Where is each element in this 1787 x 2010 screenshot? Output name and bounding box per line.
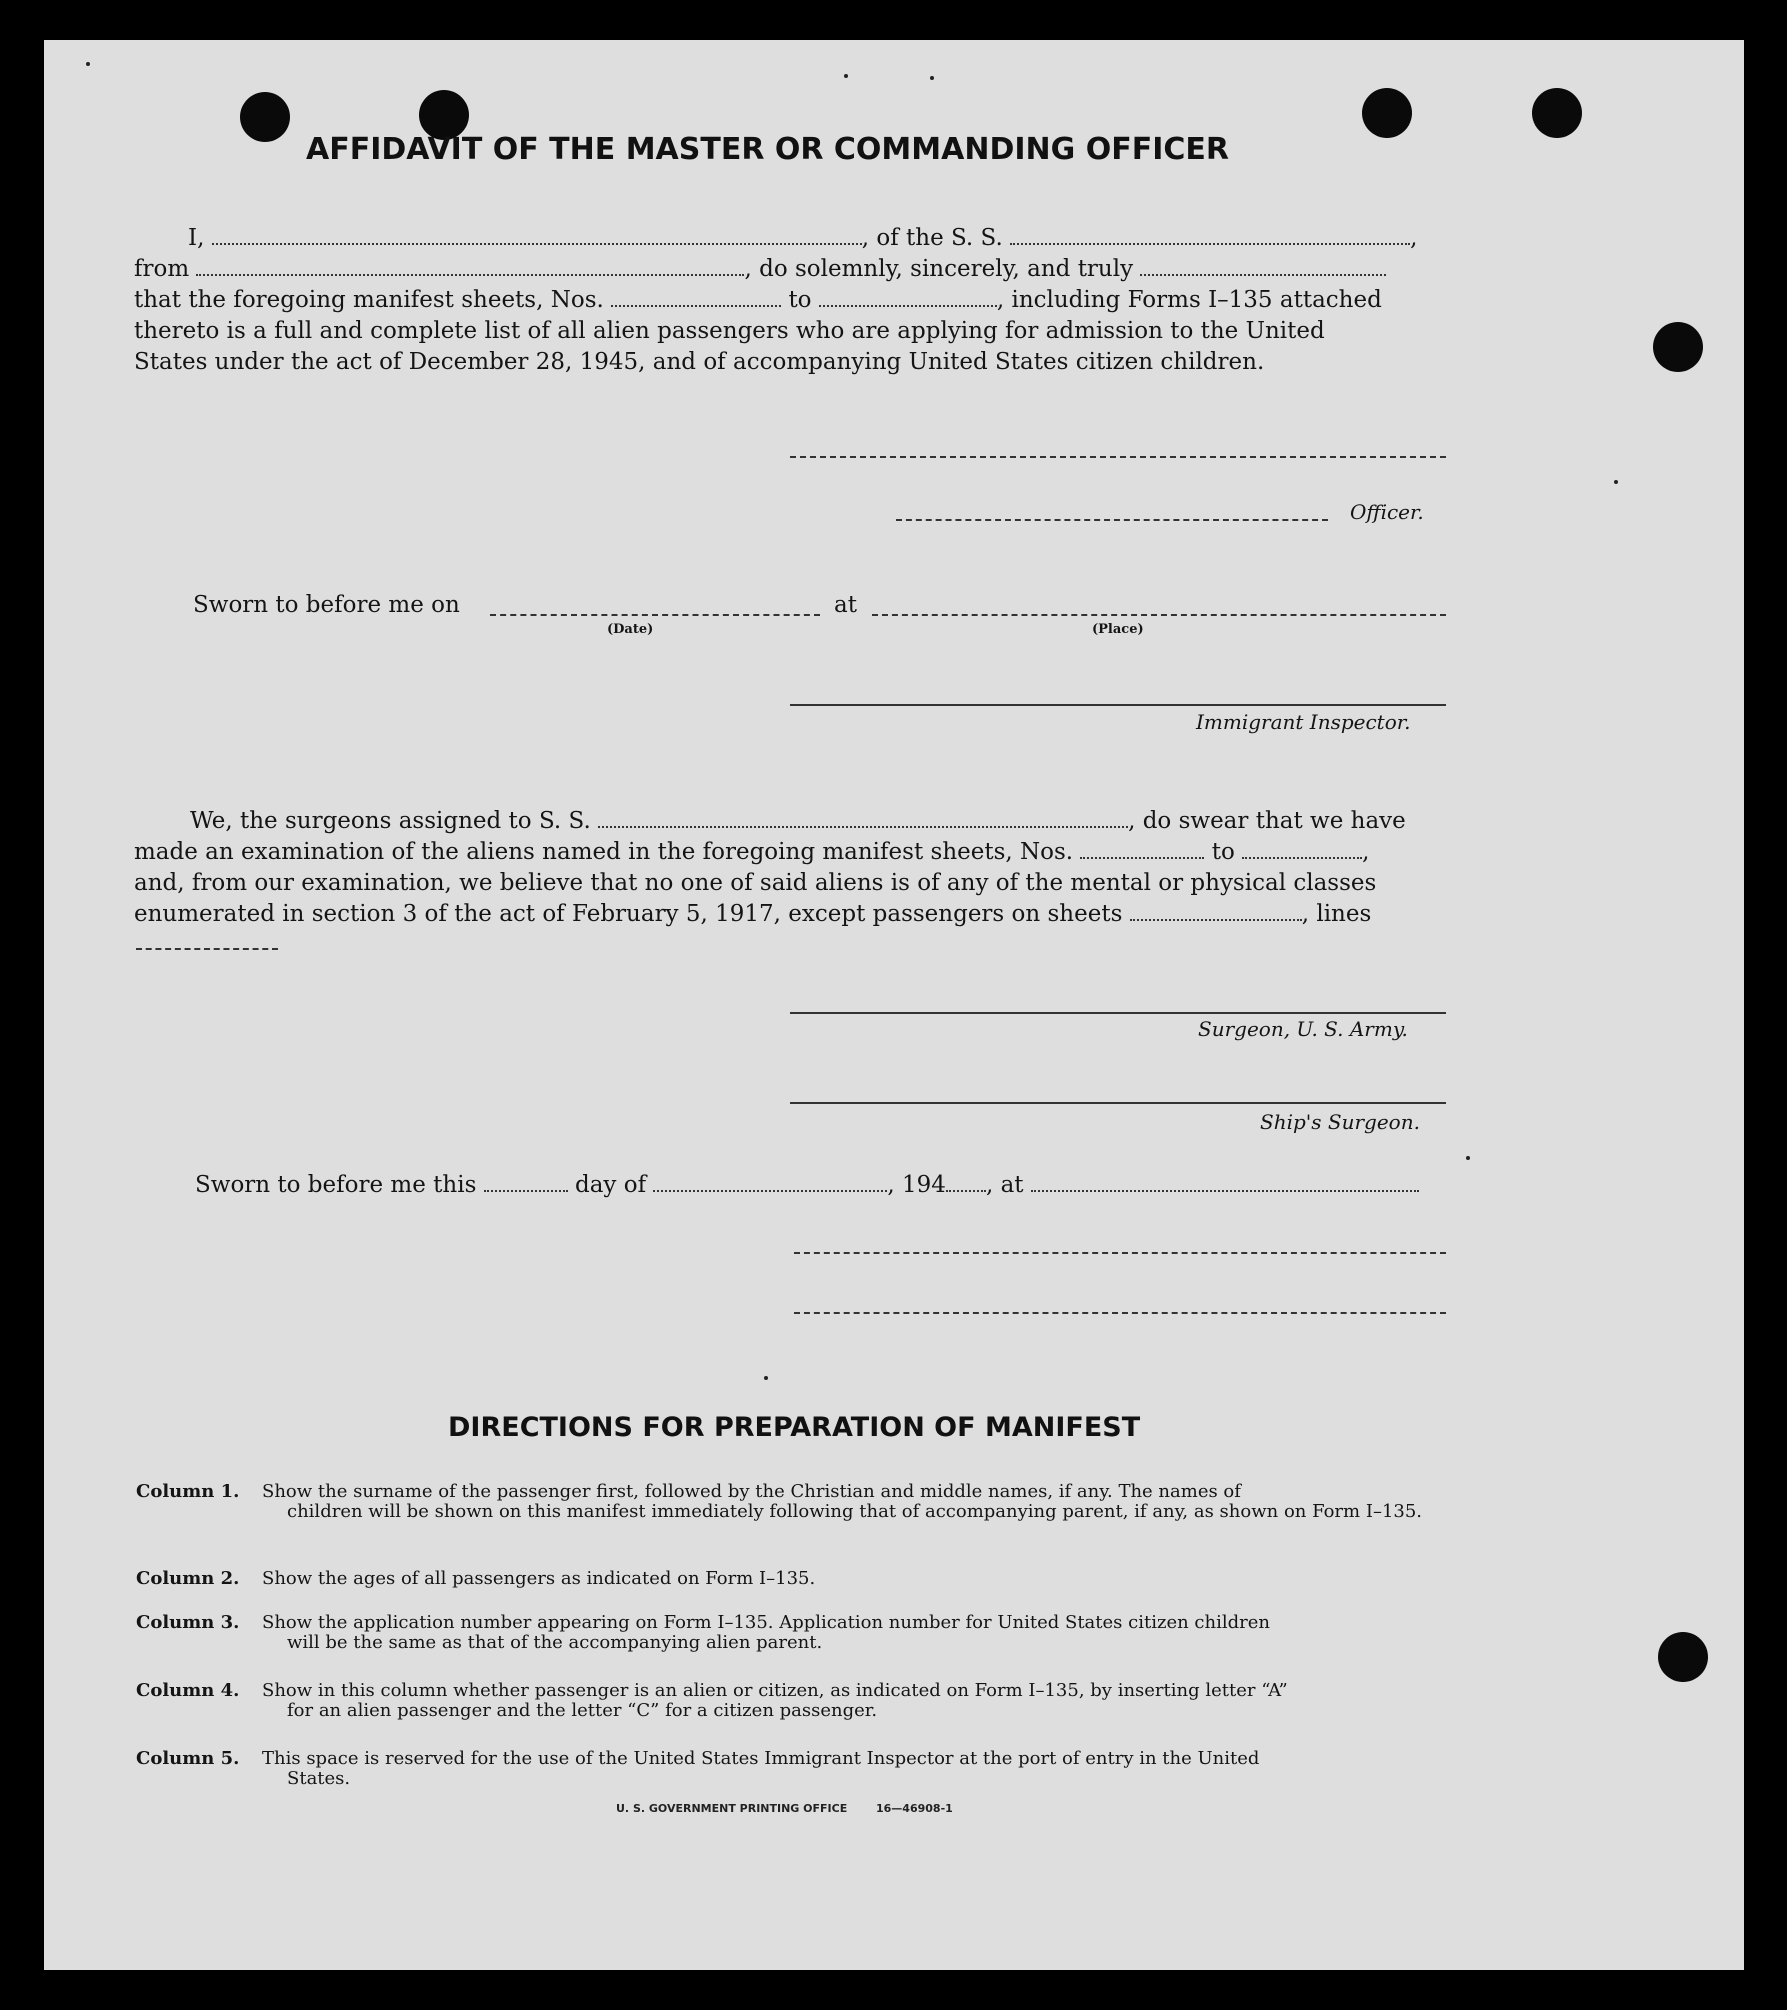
affidavit-line-5: States under the act of December 28, 1945, and of accompanying United States citizen children. <box>134 349 1265 375</box>
ink-speck <box>1466 1156 1470 1160</box>
officer-signature-line-2[interactable] <box>896 519 1328 521</box>
except-sheets-field[interactable] <box>1130 901 1302 921</box>
direction-label: Column 2. <box>136 1568 240 1589</box>
direction-column-5 <box>136 1749 1508 1795</box>
place-field[interactable] <box>872 614 1446 616</box>
punch-hole <box>240 92 290 142</box>
direction-column-1 <box>136 1482 1508 1552</box>
ship-surgeon-caption: Ship's Surgeon. <box>1260 1110 1420 1134</box>
direction-text <box>262 1681 1508 1721</box>
direction-first-line: Show the application number appearing on Form I–135. Application number for United States citizen children <box>262 1612 1270 1633</box>
inspector-signature-line[interactable] <box>790 704 1446 706</box>
punch-hole <box>1362 88 1412 138</box>
direction-text <box>262 1482 1508 1522</box>
direction-label: Column 3. <box>136 1612 240 1633</box>
surgeons-assigned-label: We, the surgeons assigned to S. S. <box>190 808 591 834</box>
direction-continuation: for an alien passenger and the letter “C” for a citizen passenger. <box>287 1700 878 1721</box>
day-of-label: day of <box>575 1172 647 1198</box>
year-label: , 194 <box>887 1172 946 1198</box>
exam-comma-label: , <box>1362 839 1370 865</box>
surgeons-ship-field[interactable] <box>598 808 1128 828</box>
form-code: 16—46908-1 <box>876 1802 953 1815</box>
direction-continuation: States. <box>287 1768 351 1789</box>
punch-hole <box>1653 322 1703 372</box>
month-field[interactable] <box>653 1172 887 1192</box>
ink-speck <box>86 62 90 66</box>
do-swear-label: , do swear that we have <box>1128 808 1406 834</box>
sworn-on-label: Sworn to before me on <box>193 592 460 618</box>
examination-label: made an examination of the aliens named in the foregoing manifest sheets, Nos. <box>134 839 1074 865</box>
direction-first-line: Show the ages of all passengers as indicated on Form I–135. <box>262 1568 816 1589</box>
ink-speck <box>930 76 934 80</box>
surgeons-line-1 <box>134 806 1494 837</box>
section-label: enumerated in section 3 of the act of February 5, 1917, except passengers on sheets <box>134 901 1123 927</box>
ink-speck <box>764 1376 768 1380</box>
affidavit-line-3 <box>134 285 1494 316</box>
inspector-caption: Immigrant Inspector. <box>1196 710 1411 734</box>
sworn-this-line <box>195 1172 1419 1198</box>
affidavit-line-1 <box>134 223 1494 254</box>
punch-hole <box>1658 1632 1708 1682</box>
from-port-field[interactable] <box>196 256 744 276</box>
day-field[interactable] <box>484 1172 568 1192</box>
direction-first-line: This space is reserved for the use of the United States Immigrant Inspector at the port of entry in the United <box>262 1748 1260 1769</box>
sworn-signature-line-2[interactable] <box>794 1312 1446 1314</box>
sworn-place-field[interactable] <box>1031 1172 1419 1192</box>
printer-imprint: U. S. GOVERNMENT PRINTING OFFICE <box>616 1802 848 1815</box>
manifest-page <box>44 40 1744 1970</box>
direction-label: Column 1. <box>136 1481 240 1502</box>
punch-hole <box>1532 88 1582 138</box>
exam-to-label: to <box>1211 839 1235 865</box>
sheets-nos-label: that the foregoing manifest sheets, Nos. <box>134 287 604 313</box>
truly-field[interactable] <box>1140 256 1386 276</box>
direction-continuation: children will be shown on this manifest immediately following that of accompanying parent, if any, as shown on Form I–135. <box>287 1501 1423 1522</box>
comma-label: , <box>1410 225 1418 251</box>
date-caption: (Date) <box>607 622 654 637</box>
direction-column-2 <box>136 1569 1508 1593</box>
except-lines-field[interactable] <box>136 948 278 950</box>
direction-first-line: Show in this column whether passenger is an alien or citizen, as indicated on Form I–135, by inserting letter “A” <box>262 1680 1288 1701</box>
affidavit-line-4: thereto is a full and complete list of all alien passengers who are applying for admission to the United <box>134 318 1325 344</box>
direction-first-line: Show the surname of the passenger first, followed by the Christian and middle names, if any. The names of <box>262 1481 1241 1502</box>
lines-label: , lines <box>1301 901 1372 927</box>
direction-continuation: will be the same as that of the accompanying alien parent. <box>287 1632 823 1653</box>
officer-signature-line-1[interactable] <box>790 456 1446 458</box>
direction-text <box>262 1749 1508 1789</box>
officer-caption: Officer. <box>1350 500 1424 524</box>
forms-label: , including Forms I–135 attached <box>996 287 1382 313</box>
affidavit-line-2 <box>134 254 1494 285</box>
date-field[interactable] <box>490 614 820 616</box>
sworn-at-label: , at <box>985 1172 1024 1198</box>
direction-text <box>262 1613 1508 1653</box>
place-caption: (Place) <box>1092 622 1144 637</box>
at-label: at <box>834 592 857 618</box>
direction-column-4 <box>136 1681 1508 1727</box>
army-surgeon-signature-line[interactable] <box>790 1012 1446 1014</box>
from-label: from <box>134 256 190 282</box>
sheet-from-field[interactable] <box>611 287 781 307</box>
direction-label: Column 5. <box>136 1748 240 1769</box>
sworn-signature-line-1[interactable] <box>794 1252 1446 1254</box>
solemnly-label: , do solemnly, sincerely, and truly <box>744 256 1134 282</box>
ship-name-field[interactable] <box>1010 225 1410 245</box>
direction-text <box>262 1569 1508 1589</box>
exam-sheet-to-field[interactable] <box>1242 839 1362 859</box>
surgeons-line-2 <box>134 837 1494 868</box>
affidavit-title: AFFIDAVIT OF THE MASTER OR COMMANDING OFFICER <box>306 132 1229 167</box>
directions-title: DIRECTIONS FOR PREPARATION OF MANIFEST <box>448 1412 1141 1443</box>
army-surgeon-caption: Surgeon, U. S. Army. <box>1198 1017 1408 1041</box>
surgeons-line-3: and, from our examination, we believe that no one of said aliens is of any of the mental or physical classes <box>134 870 1377 896</box>
sheet-to-field[interactable] <box>819 287 997 307</box>
exam-sheet-from-field[interactable] <box>1080 839 1204 859</box>
master-name-field[interactable] <box>212 225 862 245</box>
to-label: to <box>788 287 812 313</box>
ship-surgeon-signature-line[interactable] <box>790 1102 1446 1104</box>
direction-column-3 <box>136 1613 1508 1659</box>
of-ss-label: , of the S. S. <box>861 225 1003 251</box>
affidavit-i-label: I, <box>188 225 205 251</box>
ink-speck <box>844 74 848 78</box>
sworn-this-label: Sworn to before me this <box>195 1172 477 1198</box>
surgeons-line-4 <box>134 899 1494 930</box>
ink-speck <box>1614 480 1618 484</box>
year-field[interactable] <box>946 1172 986 1192</box>
direction-label: Column 4. <box>136 1680 240 1701</box>
